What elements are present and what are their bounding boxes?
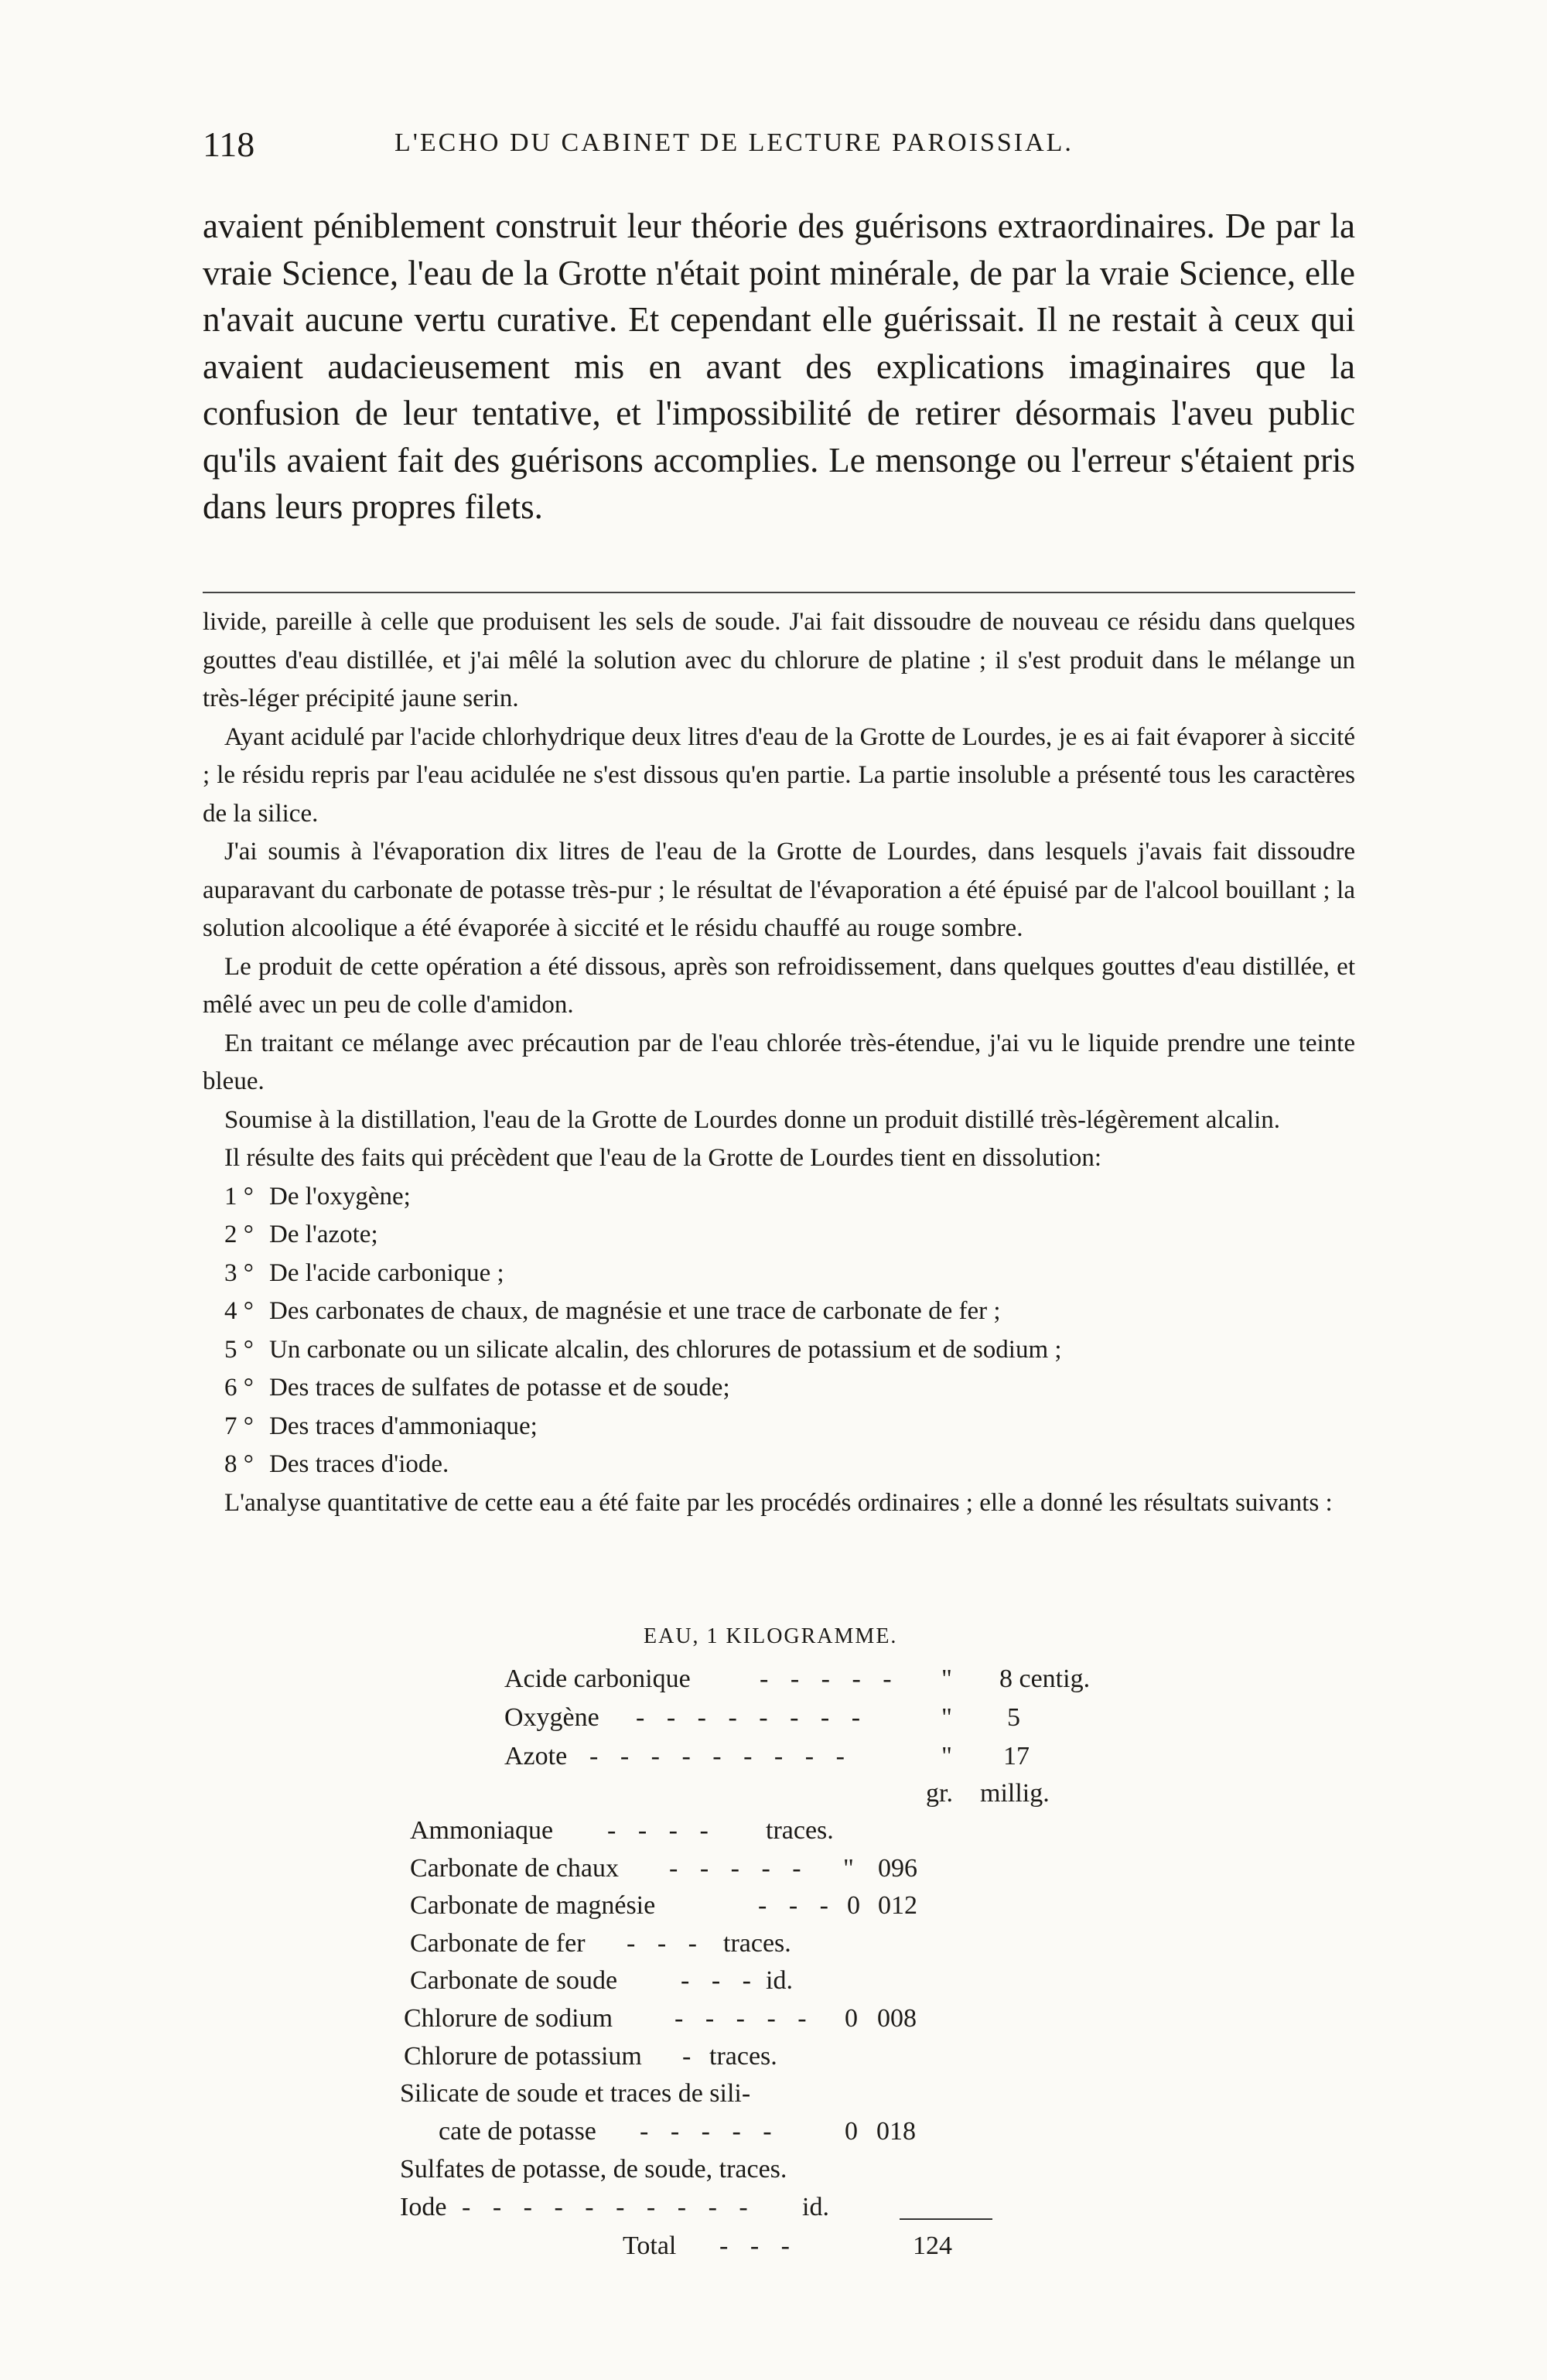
list-number: 2 ° bbox=[224, 1221, 254, 1248]
list-item bbox=[203, 1446, 1355, 1484]
row-value: traces. bbox=[766, 1816, 834, 1845]
row-label: Silicate de soude et traces de sili- bbox=[400, 2079, 751, 2108]
total-label: Total bbox=[623, 2231, 677, 2260]
unit-millig: millig. bbox=[980, 1779, 1050, 1808]
list-text: Un carbonate ou un silicate alcalin, des chlorures de potassium et de sodium ; bbox=[269, 1335, 1062, 1364]
row-leader: - - - - - bbox=[669, 1854, 809, 1883]
list-text: De l'oxygène; bbox=[269, 1182, 411, 1210]
footnote-rule bbox=[203, 592, 1355, 593]
row-value: " bbox=[843, 1854, 854, 1883]
note-paragraph: Soumise à la distillation, l'eau de la Grotte de Lourdes donne un produit distillé très-légèrement alcalin. bbox=[224, 1105, 1280, 1134]
list-number: 1 ° bbox=[224, 1182, 254, 1210]
list-number: 5 ° bbox=[224, 1335, 254, 1364]
row-leader: - bbox=[682, 2042, 699, 2071]
row-label: Carbonate de fer bbox=[410, 1929, 586, 1958]
row-label: Carbonate de chaux bbox=[410, 1854, 619, 1883]
row-label: Chlorure de sodium bbox=[404, 2004, 613, 2033]
total-value: 124 bbox=[913, 2231, 952, 2260]
row-value-secondary: 018 bbox=[876, 2117, 916, 2146]
list-text: Des carbonates de chaux, de magnésie et une trace de carbonate de fer ; bbox=[269, 1297, 1001, 1325]
total-rule-line bbox=[900, 2218, 992, 2220]
list-item bbox=[203, 1255, 1355, 1293]
total-rule bbox=[900, 2218, 992, 2221]
row-value-secondary: 5 bbox=[1007, 1703, 1020, 1732]
row-value-secondary: 012 bbox=[878, 1891, 917, 1920]
total-leader: - - - bbox=[719, 2231, 797, 2260]
table-title: EAU, 1 KILOGRAMME. bbox=[644, 1624, 898, 1648]
row-label: Acide carbonique bbox=[504, 1665, 691, 1693]
row-leader: - - - - - bbox=[640, 2117, 780, 2146]
analysis-table bbox=[203, 1624, 1355, 2259]
list-item bbox=[203, 1408, 1355, 1446]
list-text: Des traces d'ammoniaque; bbox=[269, 1412, 538, 1440]
note-paragraph: Ayant acidulé par l'acide chlorhydrique deux litres d'eau de la Grotte de Lourdes, je es ai fait évaporer à siccité ; le résidu repris par l'eau acidulée ne s'est dissous qu'en partie. La partie insoluble a présenté tous les caractères de la silice. bbox=[203, 722, 1355, 828]
analysis-intro: L'analyse quantitative de cette eau a été faite par les procédés ordinaires ; elle a donné les résultats suivants : bbox=[224, 1488, 1333, 1517]
row-value: traces. bbox=[709, 2042, 777, 2071]
row-leader: - - - bbox=[681, 1966, 759, 1995]
row-leader: - - - - - - - - - - bbox=[462, 2193, 756, 2221]
list-item bbox=[203, 1292, 1355, 1331]
row-value-secondary: 17 bbox=[1003, 1742, 1030, 1770]
unit-gr: gr. bbox=[926, 1779, 953, 1808]
list-number: 8 ° bbox=[224, 1450, 254, 1478]
list-number: 7 ° bbox=[224, 1412, 254, 1440]
row-label: Azote bbox=[504, 1742, 568, 1770]
row-value: id. bbox=[766, 1966, 793, 1995]
row-label: cate de potasse bbox=[439, 2117, 596, 2146]
row-leader: - - - - bbox=[607, 1816, 716, 1845]
list-item bbox=[203, 1331, 1355, 1370]
list-text: De l'acide carbonique ; bbox=[269, 1258, 504, 1287]
row-label: Iode bbox=[400, 2193, 447, 2221]
page-number: 118 bbox=[203, 125, 255, 164]
list-text: De l'azote; bbox=[269, 1221, 378, 1248]
row-value: " bbox=[941, 1665, 952, 1693]
row-leader: - - - - - - - - - bbox=[589, 1742, 852, 1770]
row-value-secondary: 8 centig. bbox=[999, 1665, 1091, 1693]
row-value: traces. bbox=[723, 1929, 791, 1958]
list-item bbox=[203, 1369, 1355, 1408]
dissolution-list bbox=[203, 1178, 1355, 1484]
row-leader: - - - bbox=[627, 1929, 705, 1958]
row-label: Oxygène bbox=[504, 1703, 599, 1732]
list-item bbox=[203, 1178, 1355, 1217]
row-value: 0 bbox=[845, 2004, 858, 2033]
row-label: Ammoniaque bbox=[410, 1816, 554, 1845]
row-leader: - - - - - bbox=[674, 2004, 814, 2033]
notes-block bbox=[203, 603, 1355, 1522]
row-value-secondary: 096 bbox=[878, 1854, 917, 1883]
page-header bbox=[203, 124, 1363, 170]
note-paragraph: Il résulte des faits qui précèdent que l'eau de la Grotte de Lourdes tient en dissolution: bbox=[224, 1144, 1102, 1172]
list-number: 3 ° bbox=[224, 1258, 254, 1287]
row-label: Chlorure de potassium bbox=[404, 2042, 642, 2071]
row-leader: - - - - - - - - bbox=[636, 1703, 869, 1732]
running-head: L'ECHO DU CABINET DE LECTURE PAROISSIAL. bbox=[394, 128, 1074, 157]
row-value: " bbox=[941, 1742, 952, 1770]
row-label: Carbonate de soude bbox=[410, 1966, 618, 1995]
note-paragraph: livide, pareille à celle que produisent les sels de soude. J'ai fait dissoudre de nouveau ce résidu dans quelques gouttes d'eau distillée, et j'ai mêlé la solution avec du chlorure de platine ; il s'est produit dans le mélange un très-léger précipité jaune serin. bbox=[203, 608, 1355, 712]
note-paragraph: En traitant ce mélange avec précaution par de l'eau chlorée très-étendue, j'ai vu le liquide prendre une teinte bleue. bbox=[203, 1029, 1355, 1095]
row-value: id. bbox=[802, 2193, 829, 2221]
list-number: 4 ° bbox=[224, 1297, 254, 1325]
list-number: 6 ° bbox=[224, 1374, 254, 1402]
row-value: " bbox=[941, 1703, 952, 1732]
list-text: Des traces de sulfates de potasse et de soude; bbox=[269, 1374, 730, 1402]
row-label: Carbonate de magnésie bbox=[410, 1891, 656, 1920]
row-value-secondary: 008 bbox=[877, 2004, 917, 2033]
row-value: 0 bbox=[847, 1891, 860, 1920]
main-text: avaient péniblement construit leur théorie des guérisons extraordinaires. De par la vraie Science, l'eau de la Grotte n'était point minérale, de par la vraie Science, elle n'avait aucune vertu curative. Et cependant elle guérissait. Il ne restait à ceux qui avaient audacieusement mis en avant des explications imaginaires que la confusion de leur tentative, et l'impossibilité de retirer désormais l'aveu public qu'ils avaient fait des guérisons accomplies. Le mensonge ou l'erreur s'étaient pris dans leurs propres filets. bbox=[203, 207, 1355, 526]
note-paragraph: Le produit de cette opération a été dissous, après son refroidissement, dans quelques gouttes d'eau distillée, et mêlé avec un peu de colle d'amidon. bbox=[203, 952, 1355, 1019]
list-item bbox=[203, 1216, 1355, 1255]
row-label: Sulfates de potasse, de soude, traces. bbox=[400, 2155, 787, 2184]
row-leader: - - - - - bbox=[760, 1665, 900, 1693]
row-leader: - - - bbox=[758, 1891, 836, 1920]
row-value: 0 bbox=[845, 2117, 858, 2146]
list-text: Des traces d'iode. bbox=[269, 1450, 449, 1478]
note-paragraph: J'ai soumis à l'évaporation dix litres de l'eau de la Grotte de Lourdes, dans lesquels j'avais fait dissoudre auparavant du carbonate de potasse très-pur ; le résultat de l'évaporation a été épuisé par de l'alcool bouillant ; la solution alcoolique a été évaporée à siccité et le résidu chauffé au rouge sombre. bbox=[203, 838, 1355, 942]
